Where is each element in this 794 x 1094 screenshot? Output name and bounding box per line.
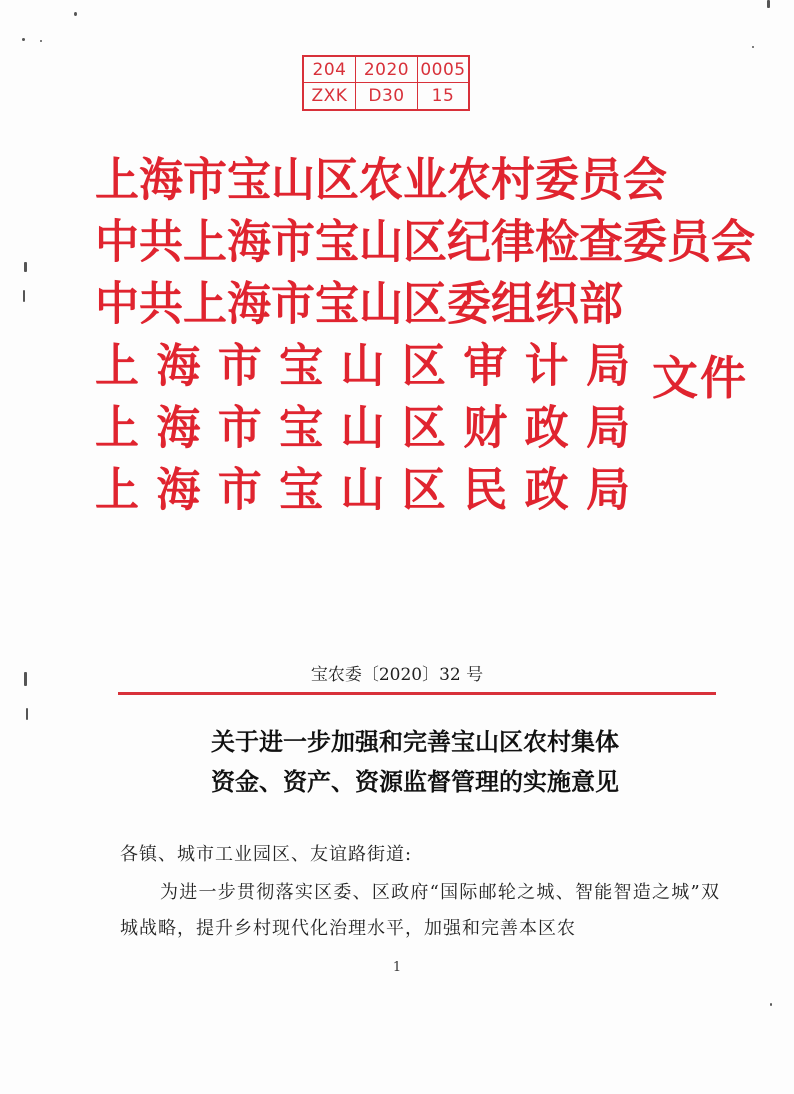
issuer-char: 区 <box>401 463 446 518</box>
issuer-char: 上 <box>95 463 139 518</box>
page-number: 1 <box>392 960 402 975</box>
scan-speck <box>770 1003 772 1006</box>
scan-speck <box>752 46 754 48</box>
issuer-char: 民 <box>463 463 508 518</box>
issuer-char: 宝 <box>279 463 324 518</box>
stamp-cell: D30 <box>356 83 418 109</box>
issuer-char: 计 <box>524 339 569 394</box>
issuer-line <box>95 396 630 461</box>
issuer-line: 中共上海市宝山区委组织部 <box>95 277 623 332</box>
issuer-char: 区 <box>401 401 446 456</box>
issuer-char: 市 <box>217 339 262 394</box>
issuer-char: 宝 <box>279 339 324 394</box>
scan-speck <box>26 708 28 720</box>
issuer-char: 山 <box>340 463 385 518</box>
document-number: 宝农委〔2020〕32 号 <box>310 665 484 685</box>
issuer-char: 海 <box>156 401 201 456</box>
scan-speck <box>74 12 77 16</box>
body-paragraph: 为进一步贯彻落实区委、区政府“国际邮轮之城、智能智造之城”双城战略，提升乡村现代化治理水平，加强和完善本区农 <box>120 882 720 939</box>
stamp-cell: 15 <box>431 86 455 106</box>
stamp-cell: 204 <box>304 57 356 83</box>
title-line: 关于进一步加强和完善宝山区农村集体 <box>211 728 619 756</box>
issuer-char: 上 <box>95 339 139 394</box>
issuer-char: 山 <box>340 401 385 456</box>
issuer-line <box>95 334 630 399</box>
issuer-line: 中共上海市宝山区纪律检查委员会 <box>95 215 755 270</box>
issuer-char: 局 <box>586 401 630 456</box>
stamp-cell: 2020 <box>356 57 418 83</box>
issuer-char: 局 <box>586 463 630 518</box>
document-label: 文件 <box>652 351 748 405</box>
issuer-char: 海 <box>156 339 201 394</box>
issuer-char: 局 <box>586 339 630 394</box>
issuer-char: 政 <box>524 463 569 518</box>
scan-speck <box>24 262 27 272</box>
scan-speck <box>767 0 770 8</box>
issuer-char: 区 <box>401 339 446 394</box>
issuer-line: 上海市宝山区农业农村委员会 <box>95 153 667 208</box>
issuer-char: 政 <box>524 401 569 456</box>
stamp-cell: 0005 <box>418 57 468 83</box>
red-divider <box>118 692 716 695</box>
title-line: 资金、资产、资源监督管理的实施意见 <box>211 768 619 796</box>
scan-speck <box>22 38 25 41</box>
issuer-char: 宝 <box>279 401 324 456</box>
issuer-char: 山 <box>340 339 385 394</box>
issuer-char: 市 <box>217 463 262 518</box>
issuer-char: 审 <box>463 339 508 394</box>
issuer-char: 财 <box>463 401 508 456</box>
document-title <box>120 722 710 802</box>
issuer-line <box>95 458 630 523</box>
issuer-char: 上 <box>95 401 139 456</box>
issuer-char: 海 <box>156 463 201 518</box>
scan-speck <box>23 290 25 302</box>
issuer-char: 市 <box>217 401 262 456</box>
stamp-cell: ZXK <box>304 83 356 109</box>
archive-stamp <box>302 55 470 111</box>
salutation: 各镇、城市工业园区、友谊路街道: <box>120 844 413 865</box>
scan-speck <box>40 40 42 42</box>
